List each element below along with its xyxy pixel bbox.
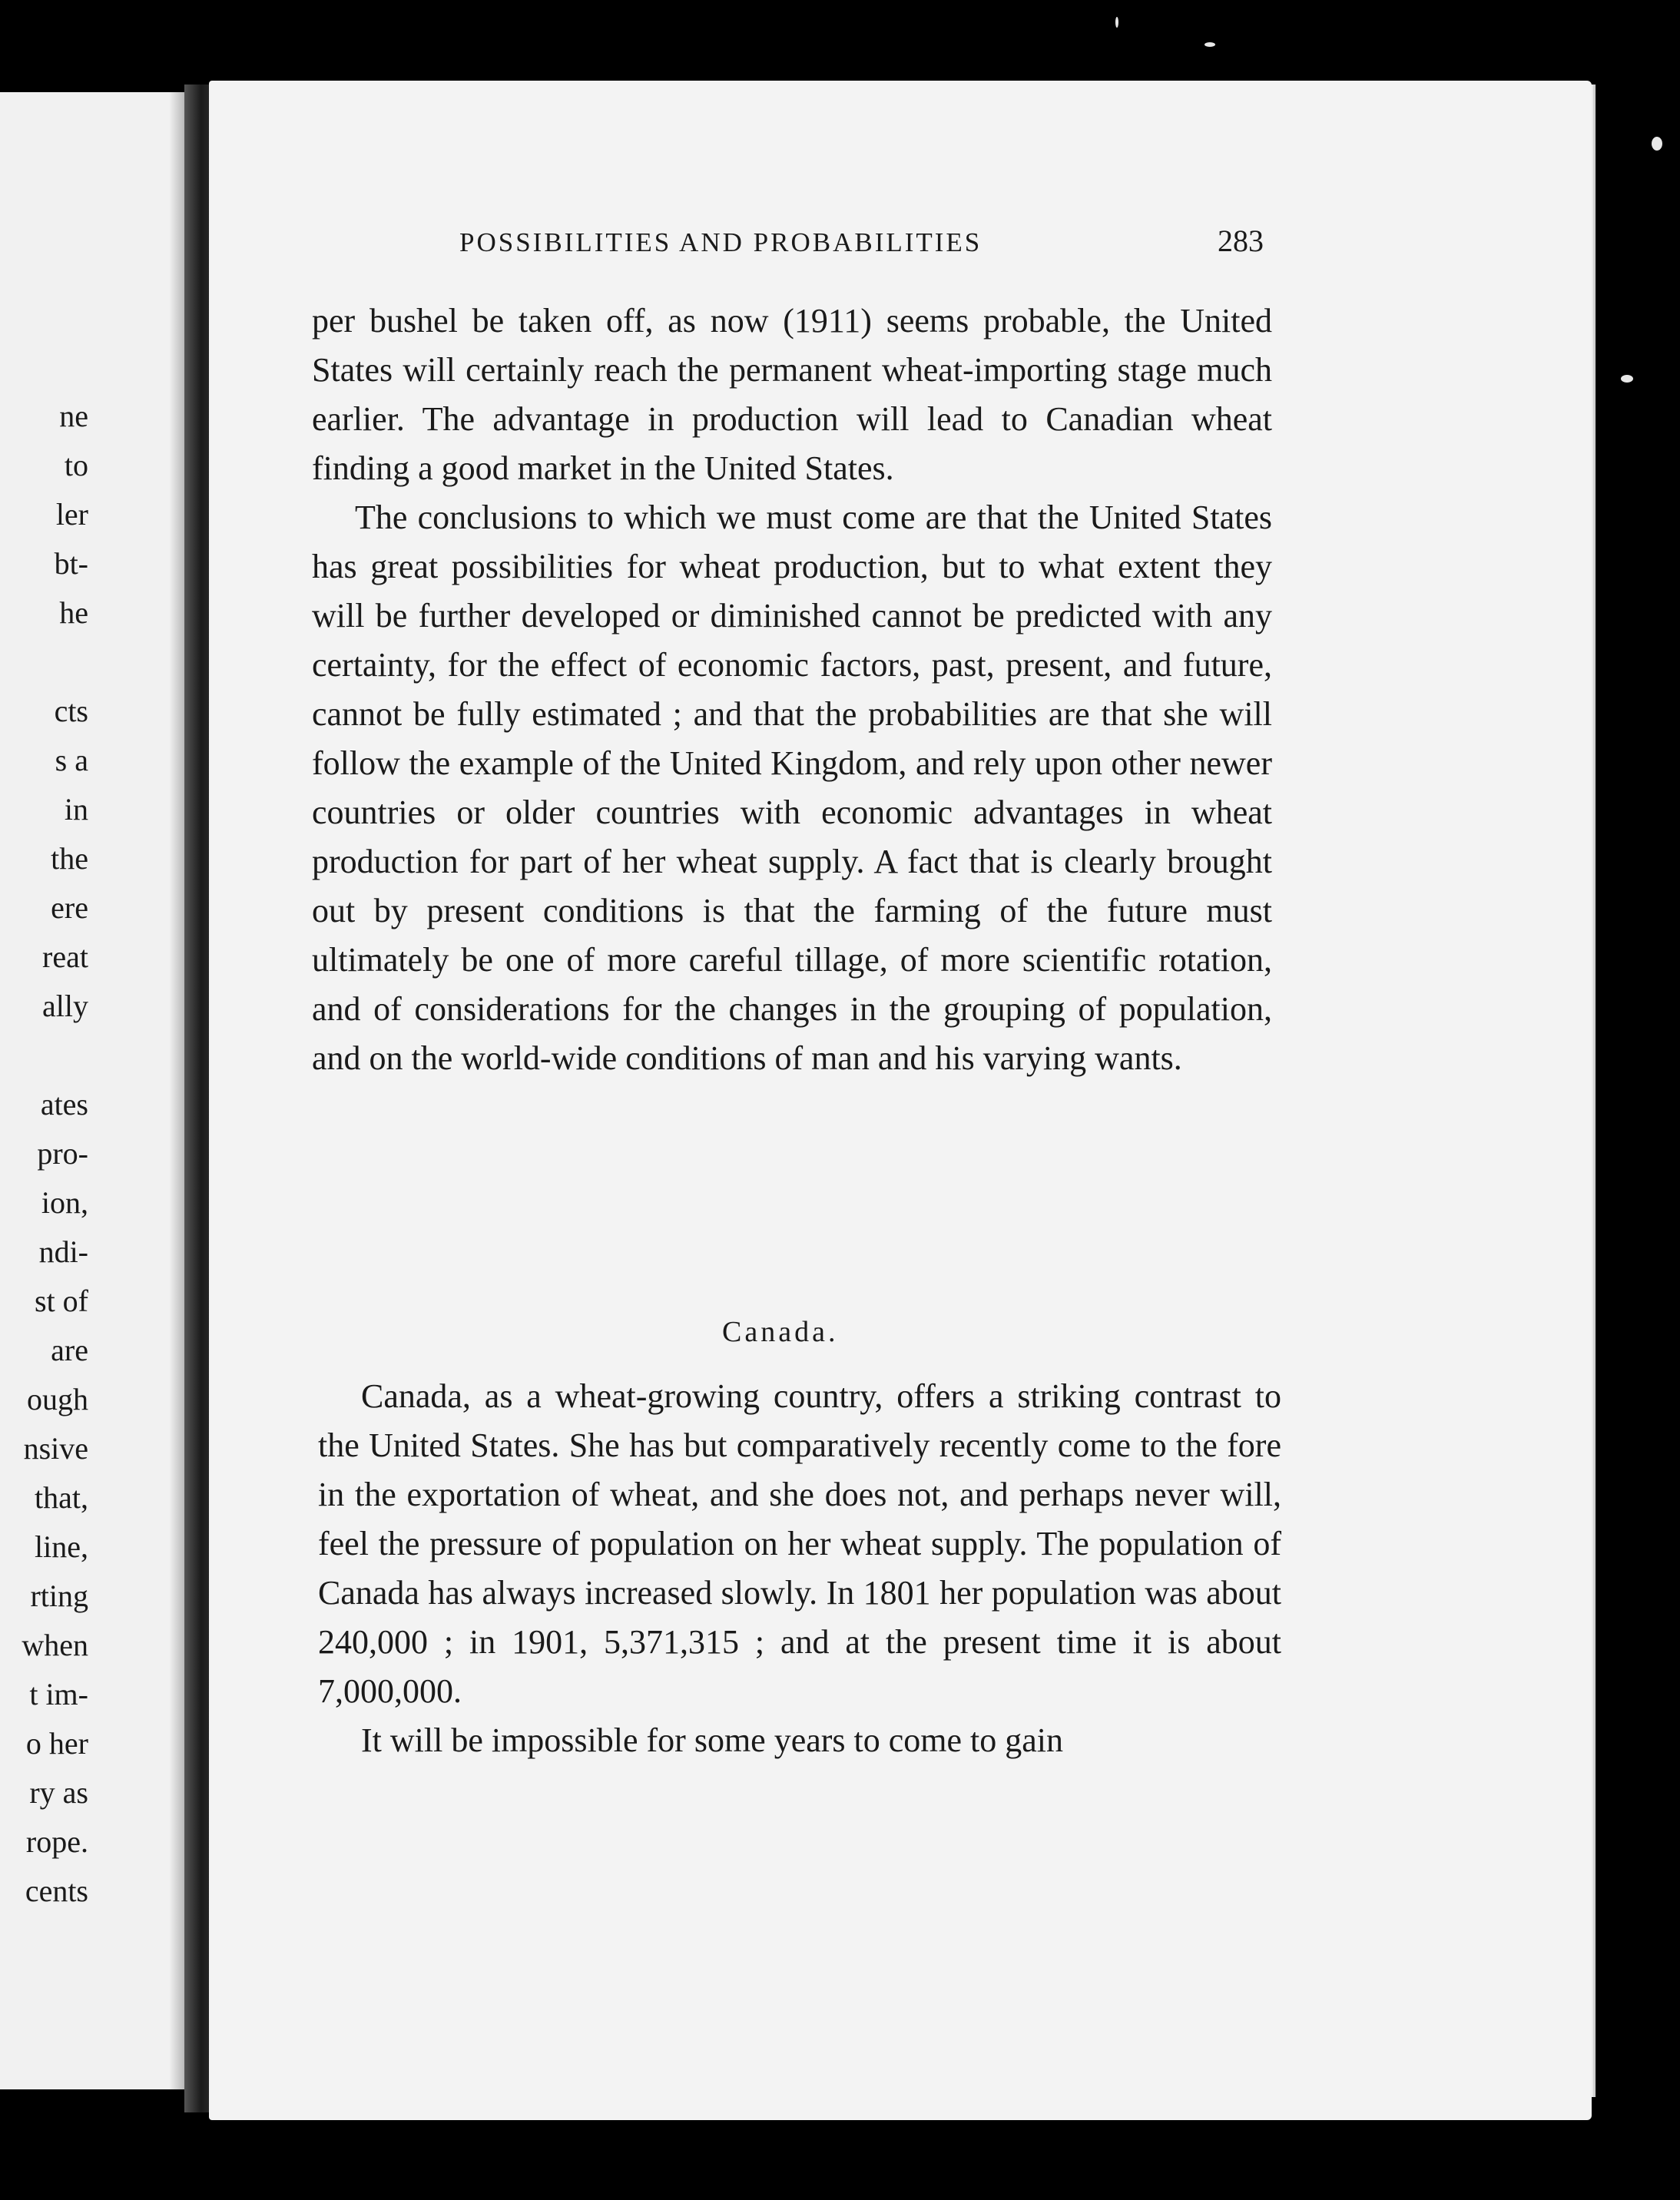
scan-speck [1621, 375, 1633, 383]
scan-speck [1652, 137, 1662, 151]
body-text-bottom [318, 1372, 1281, 1765]
left-fragment-line: s a [55, 743, 88, 777]
left-fragment-line: ion, [41, 1185, 88, 1220]
book-gutter [184, 84, 212, 2112]
left-fragment-line: nsive [23, 1431, 88, 1466]
left-fragment-line: rting [30, 1579, 88, 1613]
left-fragment-line: o her [25, 1726, 88, 1761]
left-fragment-line: the [51, 841, 88, 876]
left-fragment-line: ere [51, 890, 88, 925]
left-fragment-line: reat [42, 939, 88, 974]
left-fragment-line: ough [27, 1382, 88, 1416]
left-fragment-line: bt- [54, 546, 88, 581]
left-fragment-line: line, [35, 1529, 88, 1564]
section-heading: Canada. [722, 1316, 839, 1348]
left-fragment-line: to [64, 448, 88, 482]
scan-speck [1115, 17, 1118, 28]
left-fragment-line: are [51, 1333, 88, 1367]
paragraph: per bushel be taken off, as now (1911) seems probable, the United States will certainly reach the permanent wheat-importing stage much earlier. The advantage in production will lead to Canadian wheat finding a good market in the United States. [312, 302, 1272, 487]
left-fragment-line: when [22, 1628, 88, 1662]
left-fragment-line: ry as [29, 1775, 88, 1810]
running-head: POSSIBILITIES AND PROBABILITIES [459, 227, 982, 257]
body-text-top [312, 297, 1272, 1083]
scan-speck [1204, 42, 1215, 47]
left-fragment-line: st of [35, 1284, 88, 1318]
left-fragment-line: cts [54, 694, 88, 728]
page-number: 283 [1218, 224, 1264, 258]
left-fragment-line [0, 638, 88, 687]
paragraph: Canada, as a wheat-growing country, offers a striking contrast to the United States. She has but comparatively recently come to the fore in the exportation of wheat, and she does not, and perhaps never will, feel the pressure of population on her wheat supply. The population of Canada has always increased slowly. In 1801 her population was about 240,000 ; in 1901, 5,371,315 ; and at the present time it is about 7,000,000. [318, 1377, 1281, 1710]
left-fragment-line: in [64, 792, 88, 827]
paragraph: It will be impossible for some years to come to gain [361, 1721, 1064, 1759]
left-fragment-line: pro- [37, 1136, 88, 1171]
left-fragment-line: that, [35, 1480, 88, 1515]
left-fragment-line: cents [25, 1874, 88, 1908]
left-fragment-line: rope. [25, 1824, 88, 1859]
left-fragment-line: he [59, 595, 88, 630]
left-fragment-line: ates [40, 1087, 88, 1122]
left-fragment-line: ler [55, 497, 88, 532]
left-page-text-fragments [0, 392, 88, 1916]
left-facing-page [0, 92, 192, 2089]
left-fragment-line: t im- [29, 1677, 88, 1711]
left-fragment-line: ally [42, 989, 88, 1023]
left-fragment-line [0, 1031, 88, 1080]
left-fragment-line: ndi- [38, 1234, 88, 1269]
left-fragment-line: ne [59, 399, 88, 433]
paragraph: The conclusions to which we must come are that the United States has great possibilities for wheat production, but to what extent they will be further developed or diminished cannot be predicted with any certainty, for the effect of economic factors, past, present, and future, cannot be fully estimated ; and that the probabilities are that she will follow the example of the United Kingdom, and rely upon other newer countries or older countries with economic advantages in wheat production for part of her wheat supply. A fact that is clearly brought out by present conditions is that the farming of the future must ultimately be one of more careful tillage, of more scientific rotation, and of considerations for the changes in the grouping of population, and on the world-wide conditions of man and his varying wants. [312, 499, 1272, 1077]
